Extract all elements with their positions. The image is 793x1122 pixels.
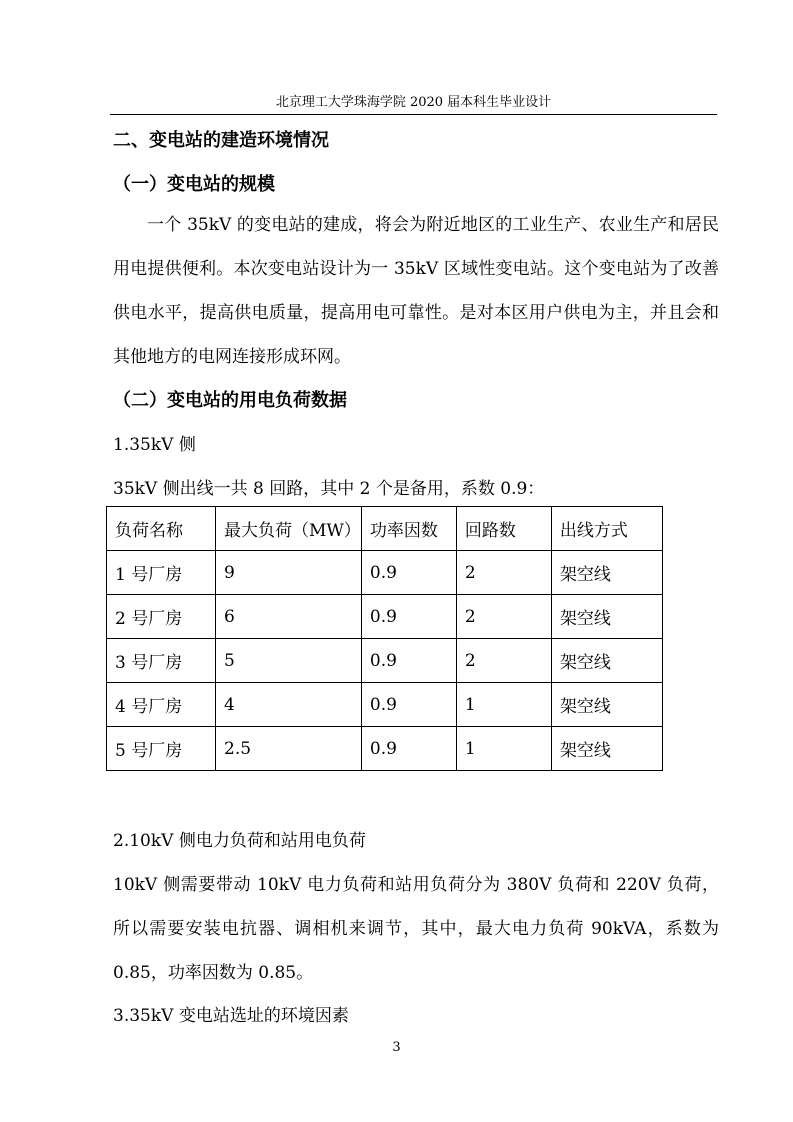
item-intro-35kv: 35kV 侧出线一共 8 回路，其中 2 个是备用，系数 0.9： [113,479,545,499]
table-cell: 0.9 [361,551,456,595]
table-cell: 2 [456,595,551,639]
table-header-row [107,507,663,551]
table-cell: 架空线 [551,639,662,683]
table-row [107,551,663,595]
table-header-cell: 负荷名称 [107,507,216,551]
table-header-cell: 出线方式 [551,507,662,551]
table-cell: 1 [456,727,551,771]
table-row [107,683,663,727]
table-cell: 架空线 [551,727,662,771]
table-cell: 5 号厂房 [107,727,216,771]
table-cell: 2 号厂房 [107,595,216,639]
table-cell: 5 [216,639,362,683]
page-header: 北京理工大学珠海学院 2020 届本科生毕业设计 [275,95,552,110]
paragraph-scale: 一个 35kV 的变电站的建成，将会为附近地区的工业生产、农业生产和居民用电提供便利。本次变电站设计为一 35kV 区域性变电站。这个变电站为了改善供电水平，提高供电质量，提高用电可靠性。是对本区用户供电为主，并且会和其他地方的电网连接形成环网。 [113,215,719,367]
table-cell: 2.5 [216,727,362,771]
table-header-cell: 最大负荷（MW） [216,507,362,551]
table-cell: 3 号厂房 [107,639,216,683]
page-number: 3 [392,1040,401,1055]
header-rule [110,114,717,115]
table-cell: 1 [456,683,551,727]
table-cell: 2 [456,639,551,683]
item-title-site: 3.35kV 变电站选址的环境因素 [113,1006,349,1026]
table-cell: 9 [216,551,362,595]
table-cell: 架空线 [551,683,662,727]
table-cell: 1 号厂房 [107,551,216,595]
table-header-cell: 回路数 [456,507,551,551]
subsection-title-scale: （一）变电站的规模 [113,174,275,195]
table-row [107,639,663,683]
table-cell: 6 [216,595,362,639]
table-cell: 0.9 [361,683,456,727]
table-cell: 0.9 [361,595,456,639]
table-cell: 2 [456,551,551,595]
table-header-cell: 功率因数 [361,507,456,551]
section-title: 二、变电站的建造环境情况 [113,130,329,151]
table-row [107,727,663,771]
table-row [107,595,663,639]
table-cell: 0.9 [361,727,456,771]
load-table [106,506,663,771]
subsection-title-load-data: （二）变电站的用电负荷数据 [113,390,347,411]
item-title-35kv: 1.35kV 侧 [113,435,196,455]
paragraph-10kv: 10kV 侧需要带动 10kV 电力负荷和站用负荷分为 380V 负荷和 220V 负荷，所以需要安装电抗器、调相机来调节，其中，最大电力负荷 90kVA，系数为 0.85，功率因数为 0.85。 [113,875,719,983]
table-cell: 4 [216,683,362,727]
table-cell: 架空线 [551,551,662,595]
table-cell: 4 号厂房 [107,683,216,727]
table-cell: 0.9 [361,639,456,683]
item-title-10kv: 2.10kV 侧电力负荷和站用电负荷 [113,831,366,851]
table-cell: 架空线 [551,595,662,639]
